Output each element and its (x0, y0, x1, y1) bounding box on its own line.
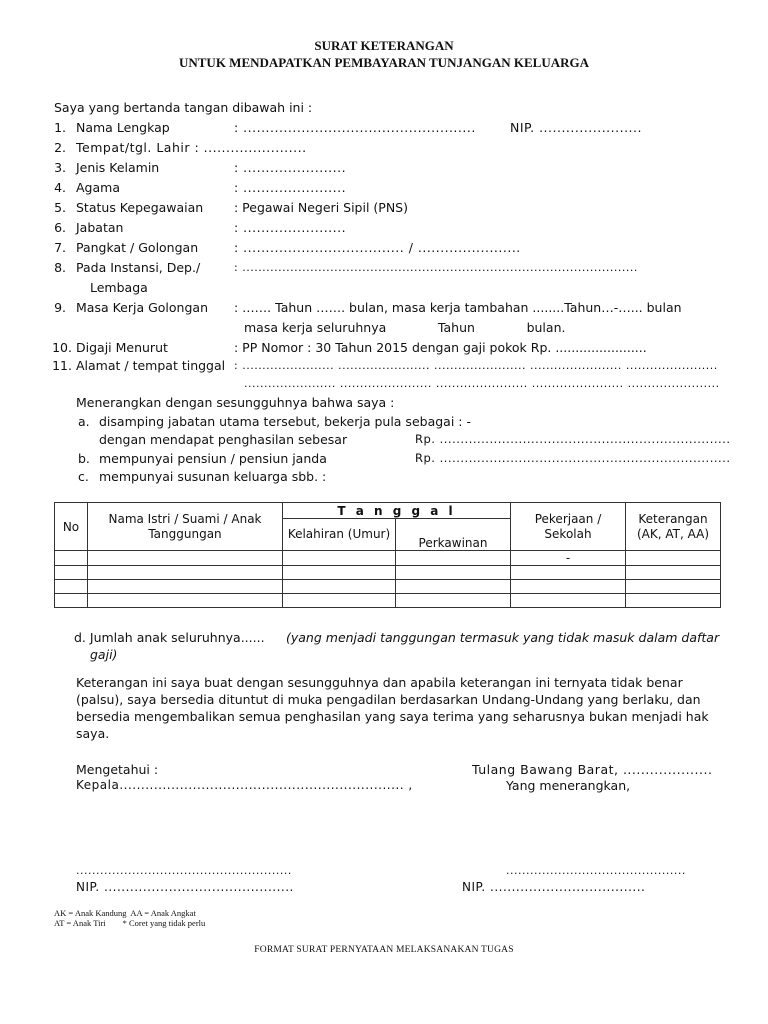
sign-left-line: ...................................................... (76, 864, 292, 877)
legend-line-2: AT = Anak Tiri * Coret yang tidak perlu (54, 918, 206, 928)
sign-right-line: ............................................. (506, 864, 686, 877)
field-number: 6. (54, 220, 66, 235)
cell (283, 566, 396, 580)
field-label: Jenis Kelamin (76, 160, 160, 175)
field-value: : .................................... / ....................... (234, 240, 521, 255)
header-name: Nama Istri / Suami / Anak Tanggungan (88, 503, 283, 551)
statement-line-2: (palsu), saya bersedia dituntut di muka pengadilan berdasarkan Undang-Undang yang berlaku, dan (76, 692, 701, 707)
field-value-cont: masa kerja seluruhnya Tahun bulan. (244, 320, 566, 335)
field-value-cont: ....................... ....................... ....................... ....................... ....................... (244, 377, 720, 390)
field-instansi (0, 259, 768, 277)
field-number: 7. (54, 240, 66, 255)
declare-a-sub: dengan mendapat penghasilan sebesar (99, 432, 348, 447)
item-d-label: d. Jumlah anak seluruhnya...... (74, 630, 265, 645)
sign-right-role: Yang menerangkan, (506, 778, 631, 793)
field-masa-kerja-cont (0, 319, 768, 337)
field-label: Agama (76, 180, 120, 195)
declare-b-rp: Rp. ...................................................................... (415, 451, 731, 465)
field-value: : ……. Tahun ……. bulan, masa kerja tambahan ........Tahun…-…... bulan (234, 300, 682, 315)
cell (55, 566, 88, 580)
legend-line-1: AK = Anak Kandung AA = Anak Angkat (54, 908, 196, 918)
cell (88, 580, 283, 594)
table-row (55, 580, 721, 594)
field-label-cont: Lembaga (90, 280, 148, 295)
field-masa-kerja (0, 299, 768, 317)
field-label: Digaji Menurut (76, 340, 168, 355)
header-tanggal: T a n g g a l (283, 503, 511, 519)
field-label: Masa Kerja Golongan (76, 300, 208, 315)
declare-c-text: mempunyai susunan keluarga sbb. : (99, 469, 327, 484)
header-no: No (55, 503, 88, 551)
cell (511, 580, 626, 594)
cell (396, 580, 511, 594)
declare-a-text: disamping jabatan utama tersebut, bekerja pula sebagai : - (99, 414, 471, 429)
field-alamat-cont (0, 375, 768, 393)
statement-line-4: saya. (76, 726, 110, 741)
field-label: Pada Instansi, Dep./ (76, 260, 201, 275)
field-number: 4. (54, 180, 66, 195)
field-label: Jabatan (76, 220, 124, 235)
declare-a-letter: a. (78, 414, 90, 429)
declare-a-rp: Rp. ...................................................................... (415, 432, 731, 446)
field-label: Alamat / tempat tinggal (76, 358, 226, 373)
table-row (55, 551, 721, 566)
field-number: 9. (54, 300, 66, 315)
family-table (54, 502, 721, 608)
statement-line-3: bersedia mengembalikan semua penghasilan yang saya terima yang seharusnya bukan menjadi hak (76, 709, 709, 724)
field-tempat-lahir (0, 139, 768, 157)
field-nama-lengkap (0, 119, 768, 137)
field-agama (0, 179, 768, 197)
table-header-row (55, 503, 721, 519)
field-label: Status Kepegawaian (76, 200, 204, 215)
sign-right-nip: NIP. .................................... (462, 880, 646, 894)
declare-heading: Menerangkan dengan sesungguhnya bahwa saya : (76, 395, 395, 410)
field-number: 3. (54, 160, 66, 175)
sign-left-nip: NIP. ............................................ (76, 880, 294, 894)
field-value: : ....................... (234, 180, 347, 195)
field-value: : Pegawai Negeri Sipil (PNS) (234, 200, 408, 215)
cell (396, 594, 511, 608)
header-job: Pekerjaan / Sekolah (511, 503, 626, 551)
field-value: : ................................................................................................... (234, 261, 638, 274)
field-label: Tempat/tgl. Lahir : ....................... (76, 140, 307, 155)
cell (88, 594, 283, 608)
cell (55, 551, 88, 566)
field-jabatan (0, 219, 768, 237)
cell (88, 566, 283, 580)
cell (626, 594, 721, 608)
field-value: : ....................... (234, 220, 347, 235)
field-jenis-kelamin (0, 159, 768, 177)
field-digaji-menurut (0, 339, 768, 357)
document-subtitle: UNTUK MENDAPATKAN PEMBAYARAN TUNJANGAN KELUARGA (178, 55, 589, 70)
footer-text: FORMAT SURAT PERNYATAAN MELAKSANAKAN TUGAS (254, 945, 514, 955)
header-marriage: Perkawinan (396, 519, 511, 551)
field-alamat (0, 357, 768, 375)
field-value: : ....................... ....................... ....................... ....................... ....................... (234, 359, 718, 372)
declare-b-letter: b. (78, 451, 90, 466)
field-value: : PP Nomor : 30 Tahun 2015 dengan gaji pokok Rp. ....................... (234, 340, 647, 355)
cell (396, 551, 511, 566)
cell (626, 551, 721, 566)
cell (626, 566, 721, 580)
field-number: 8. (54, 260, 66, 275)
field-instansi-cont (0, 279, 768, 297)
field-status-kepegawaian (0, 199, 768, 217)
cell (55, 594, 88, 608)
field-number: 11. (52, 358, 72, 373)
sign-right-place: Tulang Bawang Barat, .................... (472, 762, 713, 777)
field-label: Pangkat / Golongan (76, 240, 199, 255)
statement-line-1: Keterangan ini saya buat dengan sesungguhnya dan apabila keterangan ini ternyata tidak benar (76, 675, 683, 690)
field-number: 1. (54, 120, 66, 135)
cell (283, 594, 396, 608)
sign-left-role: Kepala.................................................................. , (76, 778, 413, 792)
field-number: 5. (54, 200, 66, 215)
header-birth: Kelahiran (Umur) (283, 519, 396, 551)
field-value: : .................................................... (234, 120, 476, 135)
table-row (55, 566, 721, 580)
cell (283, 551, 396, 566)
sign-left-title: Mengetahui : (76, 762, 159, 777)
header-note: Keterangan (AK, AT, AA) (626, 503, 721, 551)
cell (396, 566, 511, 580)
item-d-note-cont: gaji) (90, 647, 118, 662)
declare-c-letter: c. (78, 469, 89, 484)
cell (626, 580, 721, 594)
item-d-note: (yang menjadi tanggungan termasuk yang tidak masuk dalam daftar (286, 630, 720, 645)
cell (283, 580, 396, 594)
cell-job: - (511, 551, 626, 566)
cell (511, 566, 626, 580)
field-value: : ....................... (234, 160, 347, 175)
table-row (55, 594, 721, 608)
intro-text: Saya yang bertanda tangan dibawah ini : (54, 100, 313, 115)
document-title: SURAT KETERANGAN (314, 38, 454, 53)
cell (55, 580, 88, 594)
declare-b-text: mempunyai pensiun / pensiun janda (99, 451, 327, 466)
cell (88, 551, 283, 566)
field-number: 2. (54, 140, 66, 155)
field-pangkat-golongan (0, 239, 768, 257)
cell (511, 594, 626, 608)
field-number: 10. (52, 340, 72, 355)
field-label: Nama Lengkap (76, 120, 170, 135)
field-nip: NIP. ....................... (510, 120, 642, 135)
